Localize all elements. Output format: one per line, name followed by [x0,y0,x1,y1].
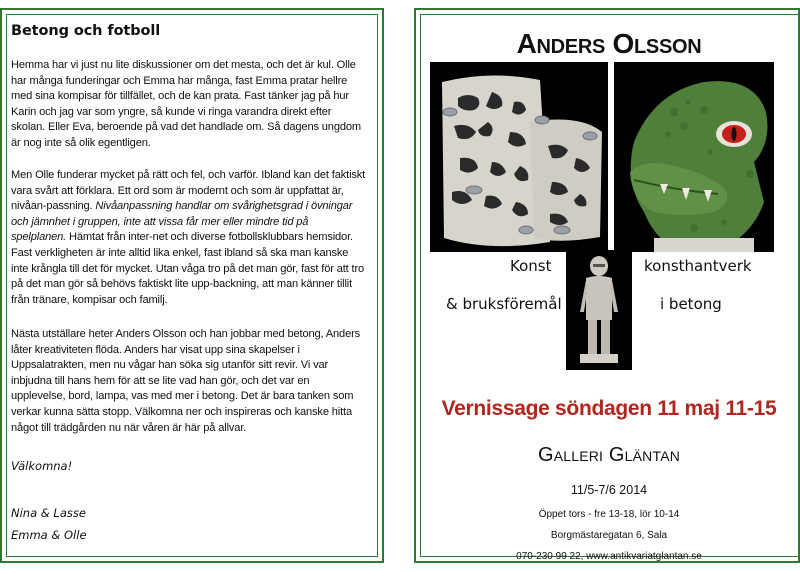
caption-konsthantverk: konsthantverk [644,257,752,275]
paragraph-2 [11,168,366,308]
paragraph-3: Nästa utställare heter Anders Olsson och han jobbar med betong, Anders låter kreativiteten flöda. Anders har visat upp sina skapelser i Uppsalatrakten, men nu vågar han söka sig utanför sitt revir. Vi var inbjudna till hans hem för att se lite vad han gör, och det var en upplevelse, bord, lampa, vas med mer i betong. Det är bara tanken som verkar kunna sätta stopp. Välkomna ner och inspireras och kanske hitta något till trädgården nu när våren är här på allvar. [11,328,361,434]
paragraph-2-end: Hämtat från inter-net och diverse fotbollsklubbars hemsidor. Fast verkligheten är inte alltid lika enkel, fast ibland så ska man kanske inte krångla till det för mycket. Utan våga tro på det man gör, fast för att tro på det man gör så behövs faktiskt lite upp-backning, att man känner tillit från tränare, kompisar och familj. [11,231,365,306]
dragon-head-sculpture-photo [614,62,774,252]
concrete-lattice-sculpture-photo [430,62,608,252]
artist-name: Anders Olsson [516,28,702,59]
exhibition-dates: 11/5-7/6 2014 [570,483,648,497]
vernissage-heading: Vernissage söndagen 11 maj 11-15 [441,397,777,420]
concrete-figure-sculpture-photo [566,250,632,370]
welcome-text: Välkomna! [11,459,73,473]
caption-bruksforemal: & bruksföremål [446,295,562,313]
gallery-name: Galleri Gläntan [537,444,681,466]
signature-nina-lasse: Nina & Lasse [11,506,86,520]
article-title: Betong och fotboll [11,23,161,39]
paragraph-2-start: Men Olle funderar mycket på rätt och fel, och varför. Ibland kan det faktiskt vara svårt att förklara. Ett ord som är modernt och som är uppfattat är, nivåan-passning. [11,169,366,213]
paragraph-2-italic: Nivåanpassning handlar om svårighetsgrad i övningar och jämnhet i gruppen, inte att vissa får mer eller mindre tid på spelplanen. [11,200,353,244]
gallery-contact: 070-230 99 22, www.antikvariatglantan.se [516,551,702,562]
right-page [414,8,800,563]
opening-hours: Öppet tors - fre 13-18, lör 10-14 [538,509,680,520]
caption-konst: Konst [510,257,552,275]
signature-emma-olle: Emma & Olle [11,528,87,542]
caption-i-betong: i betong [660,295,722,313]
paragraph-1: Hemma har vi just nu lite diskussioner om det mesta, och det är kul. Olle har många funderingar och Emma har många, fast Emma pratar hellre med sina kompisar för tillfället, och de kan prata. Fast tänker jag på hur Karin och jag var som yngre, så kunde vi ringa varandra direkt efter skolan. Eller Eva, beroende på vad det handlade om. Så dagens ungdom är nog inte så olik egentligen. [11,59,361,149]
gallery-address: Borgmästaregatan 6, Sala [550,530,668,541]
